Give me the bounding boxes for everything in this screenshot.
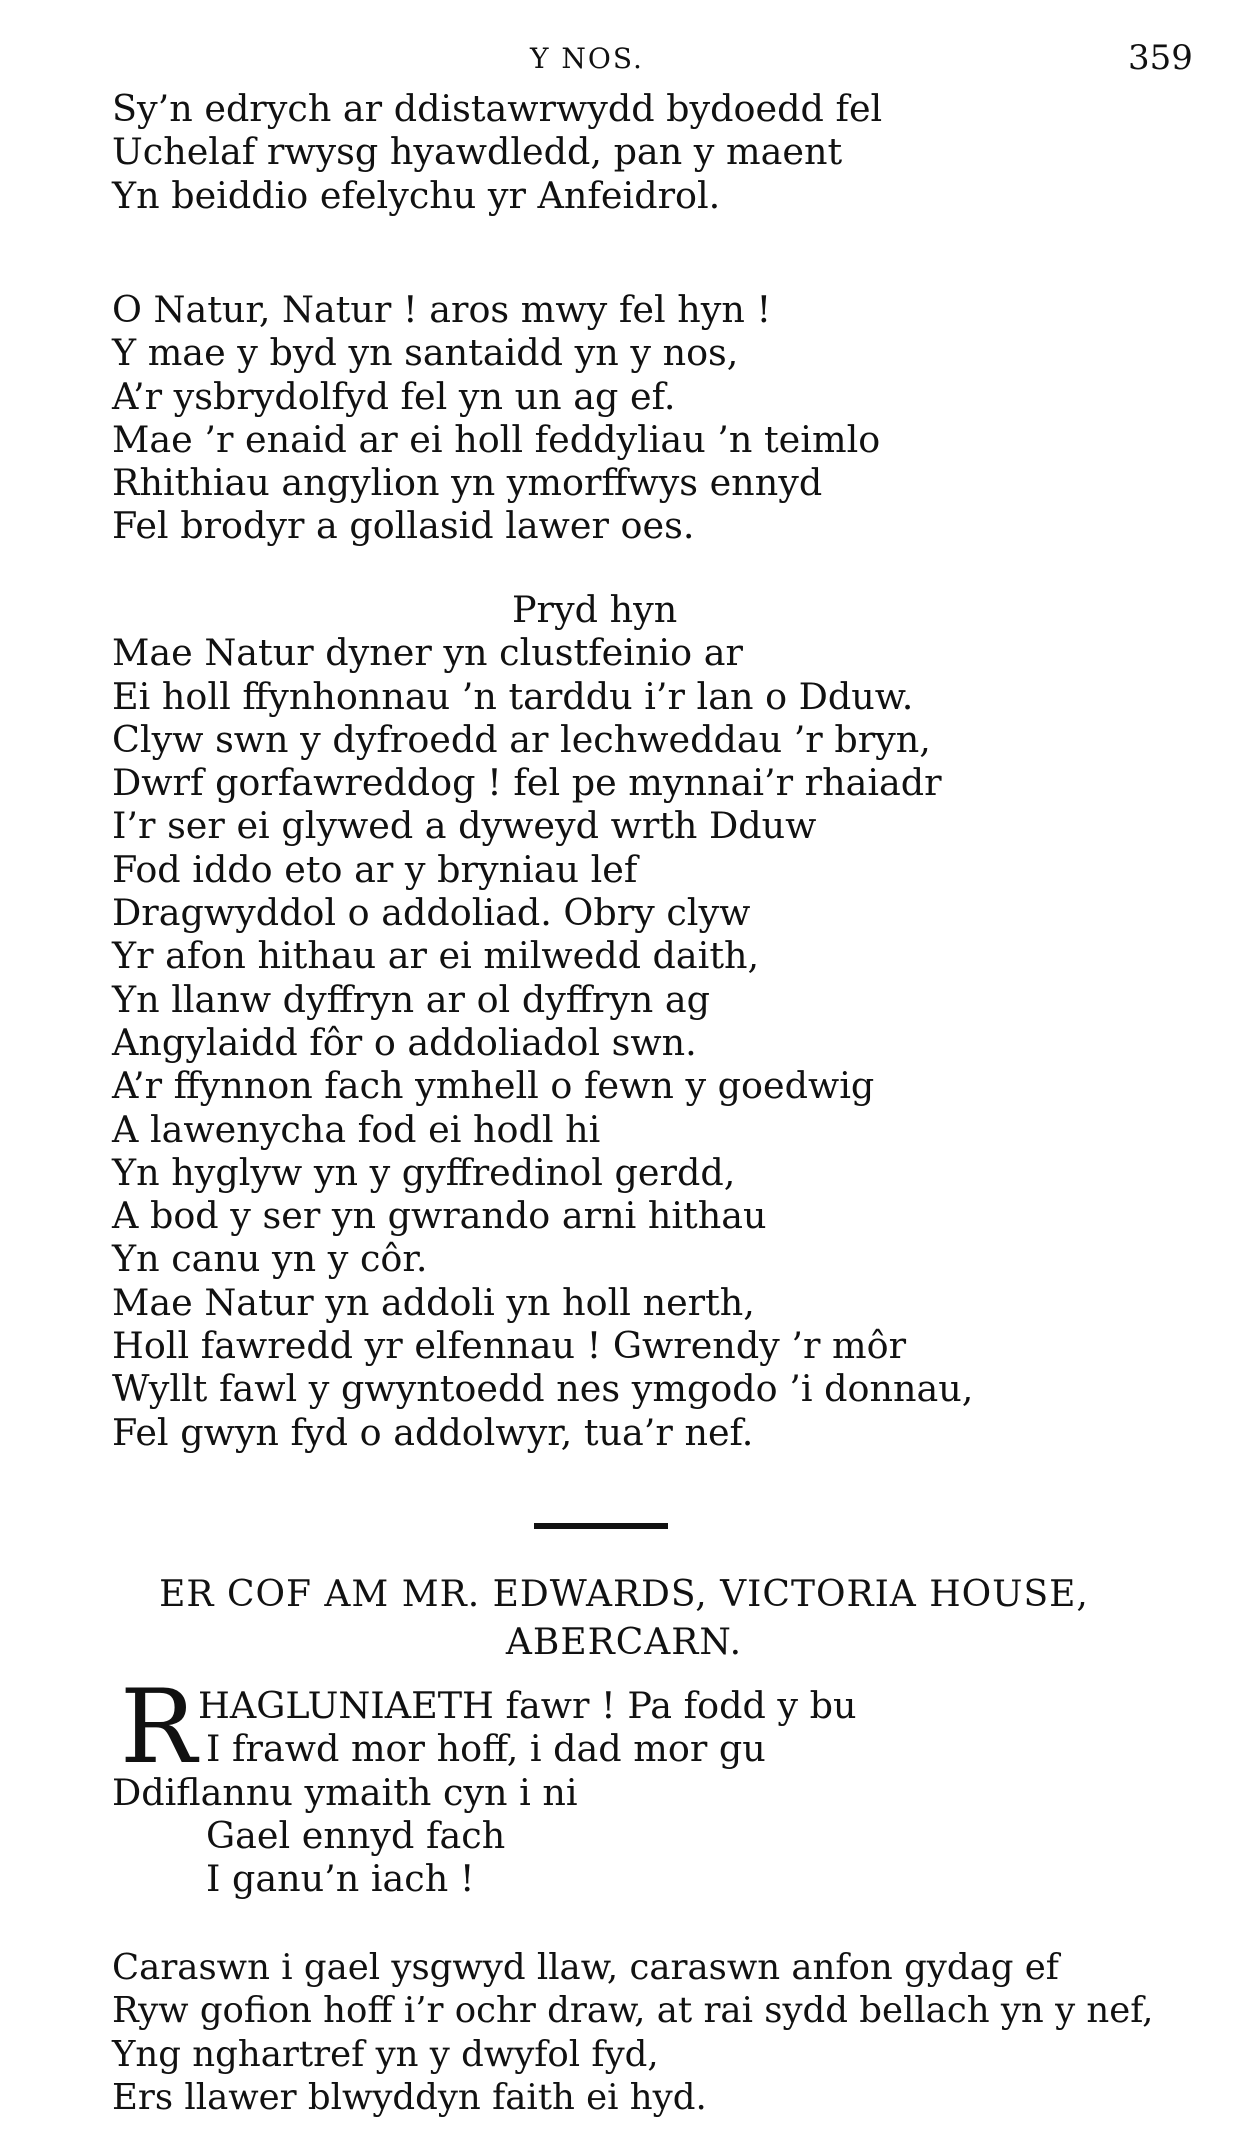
poem-line: Mae Natur yn addoli yn holl nerth,	[112, 1280, 755, 1324]
poem-line: Mae Natur dyner yn clustfeinio ar	[112, 631, 743, 675]
poem-opening-stanza	[112, 1668, 1212, 1901]
poem-subtitle: ABERCARN.	[505, 1622, 743, 1663]
poem-line: I frawd mor hoff, i dad mor gu	[206, 1727, 766, 1771]
drop-cap: R	[120, 1668, 197, 1787]
poem-line: I’r ser ei glywed a dyweyd wrth Dduw	[112, 804, 817, 848]
poem-line: Yn llanw dyffryn ar ol dyffryn ag	[112, 977, 711, 1021]
poem-line: O Natur, Natur ! aros mwy fel hyn !	[112, 288, 772, 331]
poem-line: Yn canu yn y côr.	[112, 1237, 428, 1281]
poem-line: Mae ’r enaid ar ei holl feddyliau ’n teimlo	[112, 417, 881, 461]
poem-line: Holl fawredd yr elfennau ! Gwrendy ’r môr	[112, 1324, 907, 1368]
stanza-continued	[112, 87, 1212, 217]
poem-line: Rhithiau angylion yn ymorffwys ennyd	[112, 461, 823, 505]
stanza-pryd-hyn	[112, 588, 1212, 1454]
poem-line: Fod iddo eto ar y bryniau lef	[112, 847, 638, 891]
section-divider	[534, 1523, 668, 1529]
poem-line: Wyllt fawl y gwyntoedd nes ymgodo ’i donnau,	[112, 1367, 974, 1411]
stanza-natur	[112, 288, 1212, 548]
poem-title: ER COF AM MR. EDWARDS, VICTORIA HOUSE,	[159, 1574, 1089, 1615]
poem-line: Ers llawer blwyddyn faith ei hyd.	[112, 2076, 707, 2118]
poem-line: Angylaidd fôr o addoliadol swn.	[112, 1020, 697, 1064]
poem-line: Uchelaf rwysg hyawdledd, pan y maent	[112, 130, 843, 174]
poem-line: Fel brodyr a gollasid lawer oes.	[112, 504, 695, 548]
poem-line: Fel gwyn fyd o addolwyr, tua’r nef.	[112, 1410, 754, 1454]
poem-line: Clyw swn y dyfroedd ar lechweddau ’r bryn,	[112, 717, 931, 761]
poem-second-stanza	[112, 1946, 1212, 2119]
page-number: 359	[1128, 38, 1193, 78]
poem-line: A lawenycha fod ei hodl hi	[112, 1107, 601, 1151]
poem-line: A bod y ser yn gwrando arni hithau	[112, 1194, 767, 1238]
running-title: Y NOS.	[530, 42, 644, 75]
poem-line: Yn hyglyw yn y gyffredinol gerdd,	[112, 1150, 736, 1194]
stanza-lead-line: Pryd hyn	[512, 588, 678, 631]
poem-line: Ddiflannu ymaith cyn i ni	[112, 1770, 578, 1814]
poem-line: Dragwyddol o addoliad. Obry clyw	[112, 891, 751, 935]
poem-line: Dwrf gorfawreddog ! fel pe mynnai’r rhaiadr	[112, 761, 942, 805]
running-head	[0, 38, 1248, 78]
poem-line: Y mae y byd yn santaidd yn y nos,	[112, 331, 739, 375]
poem-line: Yn beiddio efelychu yr Anfeidrol.	[112, 173, 721, 217]
poem-line: Yr afon hithau ar ei milwedd daith,	[112, 934, 760, 978]
poem-line: A’r ysbrydolfyd fel yn un ag ef.	[112, 374, 676, 418]
poem-line: Ei holl ffynhonnau ’n tarddu i’r lan o Dduw.	[112, 674, 914, 718]
poem-line: Caraswn i gael ysgwyd llaw, caraswn anfon gydag ef	[112, 1947, 1059, 1988]
poem-line: A’r ffynnon fach ymhell o fewn y goedwig	[112, 1064, 875, 1108]
poem-line: Sy’n edrych ar ddistawrwydd bydoedd fel	[112, 87, 883, 130]
poem-line: Gael ennyd fach	[206, 1813, 506, 1857]
poem-line: HAGLUNIAETH fawr ! Pa fodd y bu	[198, 1684, 857, 1727]
poem-line: I ganu’n iach !	[206, 1857, 475, 1901]
poem-line: Yng nghartref yn y dwyfol fyd,	[112, 2033, 659, 2075]
poem-line: Ryw gofion hoff i’r ochr draw, at rai sydd bellach yn y nef,	[112, 1990, 1154, 2032]
